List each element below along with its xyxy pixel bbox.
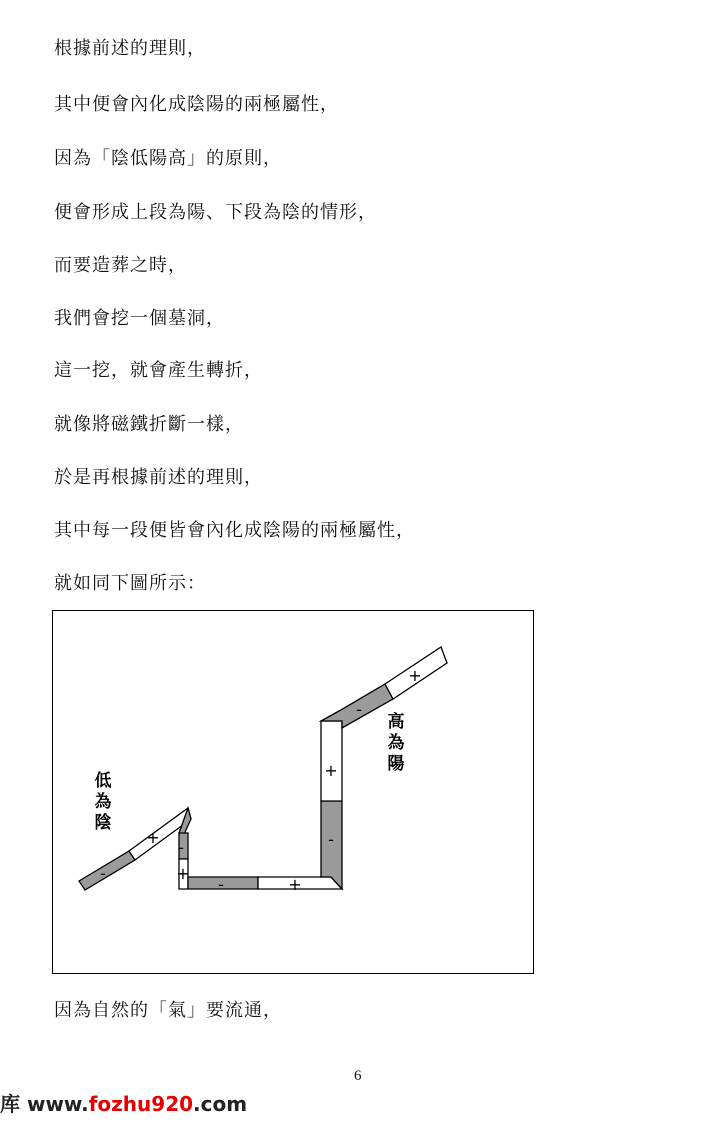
label-low-2: 為 [94,792,112,812]
sign-minus-4: - [328,830,334,849]
label-low-1: 低 [94,771,112,791]
sign-plus-5: + [408,666,422,685]
text-line-2: 其中便會內化成陰陽的兩極屬性， [54,94,339,115]
watermark-highlight: fozhu920 [88,1092,194,1116]
yin-yang-diagram [52,610,534,974]
label-high-1: 高 [387,712,405,732]
watermark [0,1088,247,1117]
text-line-9: 於是再根據前述的理則， [54,467,263,488]
sign-plus-1: + [146,828,160,847]
sign-minus-5: - [356,700,362,719]
label-high-3: 陽 [387,754,405,774]
label-high-2: 為 [387,733,405,753]
sign-minus-1: - [100,864,106,883]
text-line-4: 便會形成上段為陽、下段為陰的情形， [54,202,377,223]
diagram-canvas [53,611,535,975]
watermark-suffix: .com [193,1092,248,1116]
text-line-after-figure: 因為自然的「氣」要流通， [54,1000,282,1021]
text-line-11: 就如同下圖所示： [54,573,206,594]
sign-minus-2: - [178,838,184,857]
sign-plus-4: + [324,761,338,780]
page-number: 6 [354,1068,362,1084]
sign-minus-3: - [218,875,224,894]
text-line-7: 這一挖，就會產生轉折， [54,360,263,381]
segment-low-minus [79,851,135,890]
text-line-5: 而要造葬之時， [54,255,187,276]
label-low-3: 陰 [94,813,112,833]
text-line-6: 我們會挖一個墓洞， [54,308,225,329]
sign-plus-3: + [288,875,302,894]
text-line-3: 因為「陰低陽高」的原則， [54,148,282,169]
sign-plus-2: + [176,864,190,883]
text-line-10: 其中每一段便皆會內化成陰陽的兩極屬性， [54,520,415,541]
text-line-8: 就像將磁鐵折斷一樣， [54,414,244,435]
watermark-prefix: 库 www. [0,1092,89,1116]
text-line-1: 根據前述的理則， [54,38,206,59]
